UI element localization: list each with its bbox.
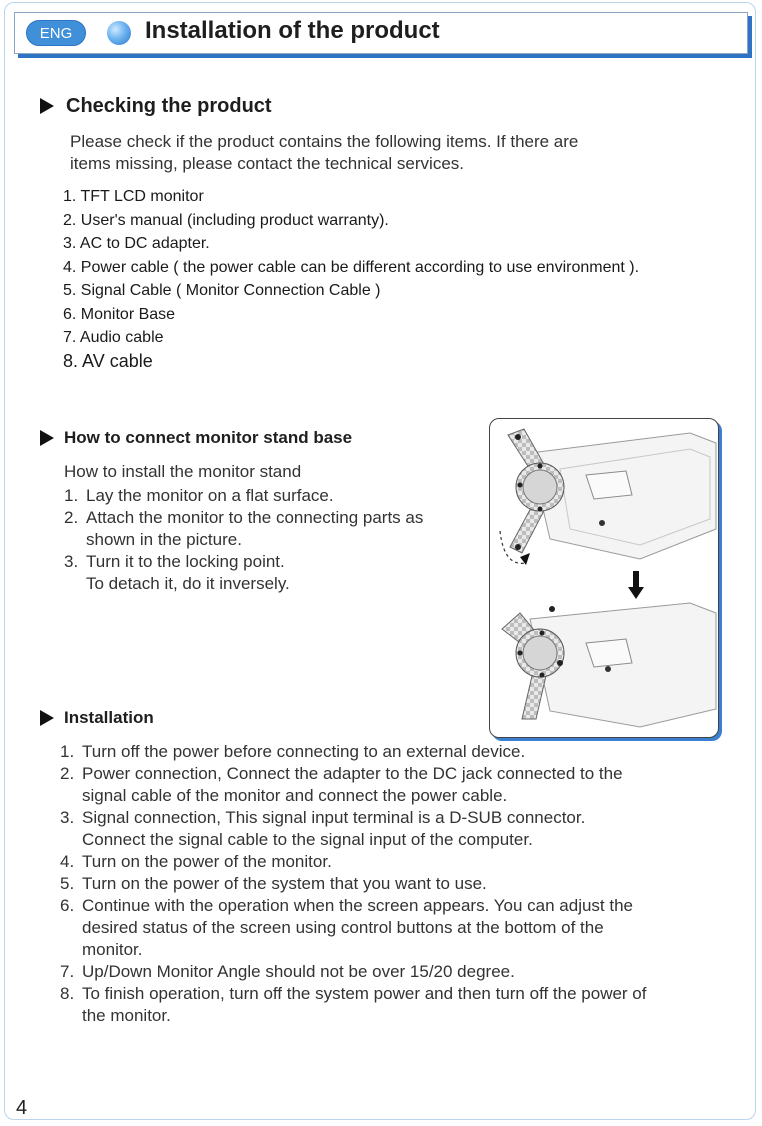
step-text: signal cable of the monitor and connect the power cable.: [82, 786, 508, 805]
package-contents-list: [63, 185, 639, 373]
step-number: 1.: [60, 742, 75, 761]
step-text: Turn on the power of the system that you want to use.: [82, 874, 487, 893]
step-text: Connect the signal cable to the signal input of the computer.: [82, 830, 533, 849]
list-item: [60, 763, 740, 807]
list-item: 4. Power cable ( the power cable can be different according to use environment ).: [63, 258, 640, 276]
step-text: Power connection, Connect the adapter to the DC jack connected to the: [82, 764, 623, 783]
step-number: 7.: [60, 962, 75, 981]
step-text: To detach it, do it inversely.: [86, 574, 290, 593]
step-number: 3.: [60, 808, 75, 827]
step-number: 4.: [60, 852, 75, 871]
list-item: 8. AV cable: [63, 350, 153, 371]
stand-assembly-illustration: [490, 419, 718, 737]
list-item: [60, 807, 740, 851]
list-item: [64, 485, 474, 507]
list-item: [60, 873, 740, 895]
list-item: 5. Signal Cable ( Monitor Connection Cable ): [63, 282, 381, 299]
section-title-installation: Installation: [64, 708, 154, 727]
step-text: Attach the monitor to the connecting parts as: [86, 508, 424, 527]
list-item: [60, 983, 740, 1027]
stand-intro: How to install the monitor stand: [64, 462, 302, 481]
step-number: 8.: [60, 984, 75, 1003]
section-title-checking: Checking the product: [66, 95, 272, 117]
down-arrow-icon: [628, 571, 644, 599]
step-number: 2.: [64, 508, 79, 527]
stand-illustration-panel: [489, 418, 719, 738]
play-arrow-icon: [40, 710, 54, 726]
step-text: shown in the picture.: [86, 530, 242, 549]
step-number: 3.: [64, 552, 79, 571]
list-item: [60, 851, 740, 873]
list-item: 7. Audio cable: [63, 329, 164, 346]
step-text: Up/Down Monitor Angle should not be over 15/20 degree.: [82, 962, 515, 981]
step-text: Continue with the operation when the screen appears. You can adjust the: [82, 896, 633, 915]
step-text: monitor.: [82, 940, 143, 959]
list-item: 1. TFT LCD monitor: [63, 188, 204, 205]
step-text: Turn it to the locking point.: [86, 552, 285, 571]
step-text: Turn off the power before connecting to an external device.: [82, 742, 526, 761]
checking-intro-line-1: Please check if the product contains the following items. If there are: [70, 132, 579, 151]
page-title: Installation of the product: [145, 17, 440, 44]
list-item: [64, 551, 474, 595]
section-title-stand: How to connect monitor stand base: [64, 428, 353, 447]
list-item: 6. Monitor Base: [63, 305, 176, 323]
installation-steps-list: [60, 741, 740, 1027]
play-arrow-icon: [40, 98, 54, 114]
stand-steps-list: [64, 485, 474, 595]
step-text: Lay the monitor on a flat surface.: [86, 486, 334, 505]
step-text: Signal connection, This signal input terminal is a D-SUB connector.: [82, 808, 586, 827]
checking-intro-line-2: items missing, please contact the technical services.: [70, 154, 465, 173]
list-item: [64, 507, 474, 551]
list-item: [60, 895, 740, 961]
step-text: the monitor.: [82, 1006, 171, 1025]
header-bullet-icon: [107, 21, 131, 45]
list-item: [60, 961, 740, 983]
play-arrow-icon: [40, 430, 54, 446]
step-text: desired status of the screen using control buttons at the bottom of the: [82, 918, 604, 937]
list-item: 2. User's manual (including product warranty).: [63, 211, 389, 229]
page-number: 4: [16, 1097, 28, 1119]
step-text: To finish operation, turn off the system power and then turn off the power of: [82, 984, 647, 1003]
step-text: Turn on the power of the monitor.: [82, 852, 332, 871]
list-item: [60, 741, 740, 763]
step-number: 6.: [60, 896, 75, 915]
language-badge: ENG: [26, 20, 86, 46]
step-number: 2.: [60, 764, 75, 783]
step-number: 1.: [64, 486, 79, 505]
step-number: 5.: [60, 874, 75, 893]
list-item: 3. AC to DC adapter.: [63, 235, 210, 252]
